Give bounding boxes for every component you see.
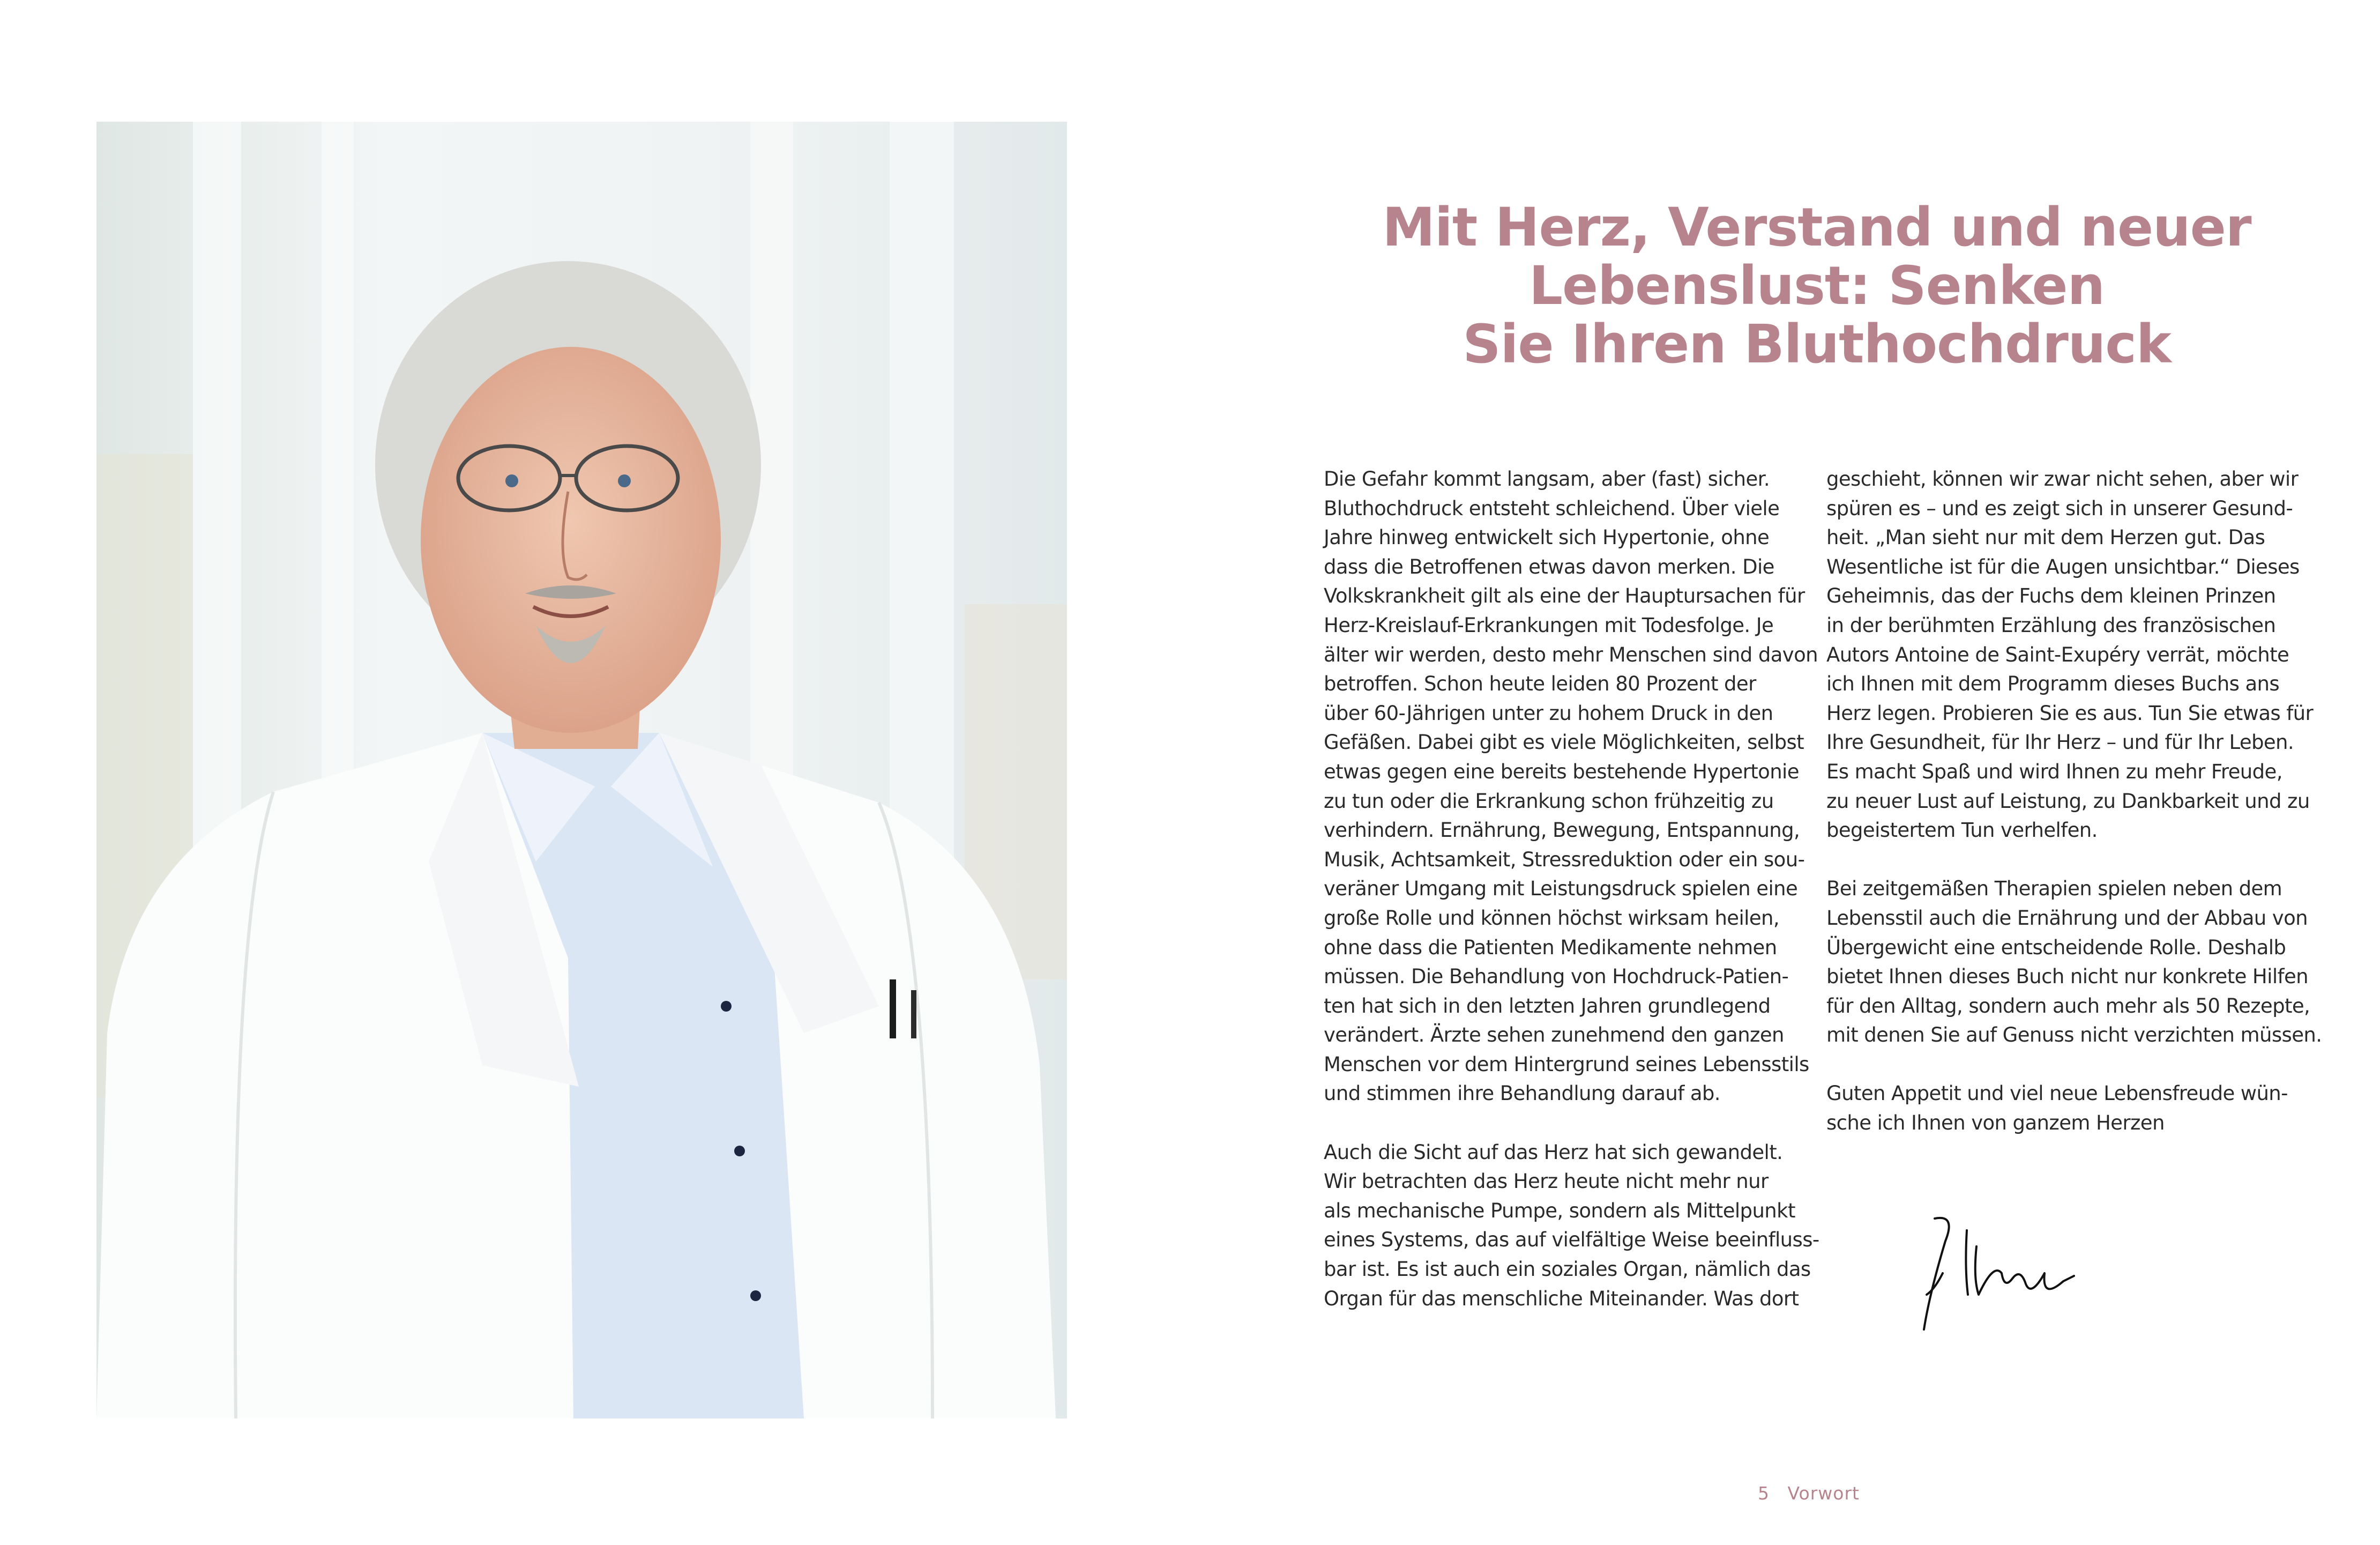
text-line: Volkskrankheit gilt als eine der Hauptursachen für (1324, 584, 1805, 608)
text-line: Ihre Gesundheit, für Ihr Herz – und für Ihr Leben. (1826, 731, 2294, 754)
signature (1913, 1209, 2085, 1338)
text-line: verändert. Ärzte sehen zunehmend den ganzen (1324, 1023, 1784, 1047)
text-line: Guten Appetit und viel neue Lebensfreude wün- (1826, 1082, 2288, 1105)
text-line: Jahre hinweg entwickelt sich Hypertonie, ohne (1324, 526, 1770, 549)
text-line: älter wir werden, desto mehr Menschen sind davon (1324, 643, 1818, 666)
text-line: etwas gegen eine bereits bestehende Hypertonie (1324, 760, 1799, 783)
portrait-photo (96, 122, 1067, 1418)
text-line: Auch die Sicht auf das Herz hat sich gewandelt. (1324, 1140, 1783, 1164)
page-number: 5 (1758, 1483, 1770, 1504)
text-line: eines Systems, das auf vielfältige Weise beeinfluss- (1324, 1228, 1819, 1252)
text-line: Bei zeitgemäßen Therapien spielen neben dem (1826, 877, 2282, 901)
text-line: betroffen. Schon heute leiden 80 Prozent der (1324, 672, 1756, 696)
paragraph (1826, 1079, 2298, 1138)
page-title (1308, 198, 2326, 374)
text-line: veräner Umgang mit Leistungsdruck spielen eine (1324, 877, 1798, 901)
title-line-2: Lebenslust: Senken (1528, 255, 2105, 317)
section-name: Vorwort (1787, 1483, 1860, 1504)
text-line: Es macht Spaß und wird Ihnen zu mehr Freude, (1826, 760, 2282, 783)
text-line: Herz legen. Probieren Sie es aus. Tun Sie etwas für (1826, 701, 2314, 725)
text-line: Übergewicht eine entscheidende Rolle. Deshalb (1826, 935, 2286, 959)
text-line: geschieht, können wir zwar nicht sehen, aber wir (1826, 467, 2299, 491)
text-line: sche ich Ihnen von ganzem Herzen (1826, 1111, 2165, 1135)
text-line: dass die Betroffenen etwas davon merken. Die (1324, 555, 1774, 578)
paragraph (1826, 465, 2314, 845)
text-line: als mechanische Pumpe, sondern als Mittelpunkt (1324, 1199, 1795, 1222)
text-line: zu tun oder die Erkrankung schon frühzeitig zu (1324, 789, 1774, 813)
paragraph (1826, 874, 2322, 1050)
text-line: große Rolle und können höchst wirksam heilen, (1324, 906, 1779, 930)
text-line: Gefäßen. Dabei gibt es viele Möglichkeiten, selbst (1324, 731, 1804, 754)
text-line: heit. „Man sieht nur mit dem Herzen gut. Das (1826, 526, 2265, 549)
portrait-illustration (96, 122, 1067, 1418)
text-column-right (1826, 465, 2322, 1138)
text-line: für den Alltag, sondern auch mehr als 50 Rezepte, (1826, 994, 2310, 1017)
text-line: bietet Ihnen dieses Buch nicht nur konkrete Hilfen (1826, 965, 2308, 989)
text-line: zu neuer Lust auf Leistung, zu Dankbarkeit und zu (1826, 789, 2310, 813)
text-line: Die Gefahr kommt langsam, aber (fast) sicher. (1324, 467, 1770, 491)
title-line-3: Sie Ihren Bluthochdruck (1463, 314, 2171, 375)
text-line: in der berühmten Erzählung des französischen (1826, 613, 2276, 637)
text-line: Lebensstil auch die Ernährung und der Abbau von (1826, 906, 2308, 930)
title-line-1: Mit Herz, Verstand und neuer (1382, 197, 2251, 258)
text-line: Geheimnis, das der Fuchs dem kleinen Prinzen (1826, 584, 2276, 608)
text-line: bar ist. Es ist auch ein soziales Organ, nämlich das (1324, 1258, 1811, 1281)
text-line: Wesentliche ist für die Augen unsichtbar.“ Dieses (1826, 555, 2300, 578)
text-line: Herz-Kreislauf-Erkrankungen mit Todesfolge. Je (1324, 613, 1774, 637)
page-footer (1758, 1483, 1860, 1504)
text-line: ohne dass die Patienten Medikamente nehmen (1324, 935, 1777, 959)
text-line: Wir betrachten das Herz heute nicht mehr nur (1324, 1170, 1769, 1193)
text-line: Musik, Achtsamkeit, Stressreduktion oder ein sou- (1324, 848, 1805, 871)
text-line: verhindern. Ernährung, Bewegung, Entspannung, (1324, 819, 1800, 842)
text-line: Organ für das menschliche Miteinander. Was dort (1324, 1287, 1799, 1310)
text-line: und stimmen ihre Behandlung darauf ab. (1324, 1082, 1720, 1105)
text-line: spüren es – und es zeigt sich in unserer Gesund- (1826, 496, 2293, 520)
text-line: Menschen vor dem Hintergrund seines Lebensstils (1324, 1052, 1809, 1076)
text-line: müssen. Die Behandlung von Hochdruck-Patien- (1324, 965, 1789, 989)
paragraph (1324, 465, 1818, 1109)
text-line: über 60-Jährigen unter zu hohem Druck in den (1324, 701, 1773, 725)
text-line: Bluthochdruck entsteht schleichend. Über viele (1324, 496, 1780, 520)
text-line: begeistertem Tun verhelfen. (1826, 819, 2098, 842)
text-line: Autors Antoine de Saint-Exupéry verrät, möchte (1826, 643, 2289, 666)
text-line: ich Ihnen mit dem Programm dieses Buchs ans (1826, 672, 2280, 696)
text-column-left (1324, 465, 1819, 1313)
paragraph (1324, 1138, 1819, 1314)
text-line: mit denen Sie auf Genuss nicht verzichten müssen. (1826, 1023, 2322, 1047)
text-line: ten hat sich in den letzten Jahren grundlegend (1324, 994, 1771, 1017)
